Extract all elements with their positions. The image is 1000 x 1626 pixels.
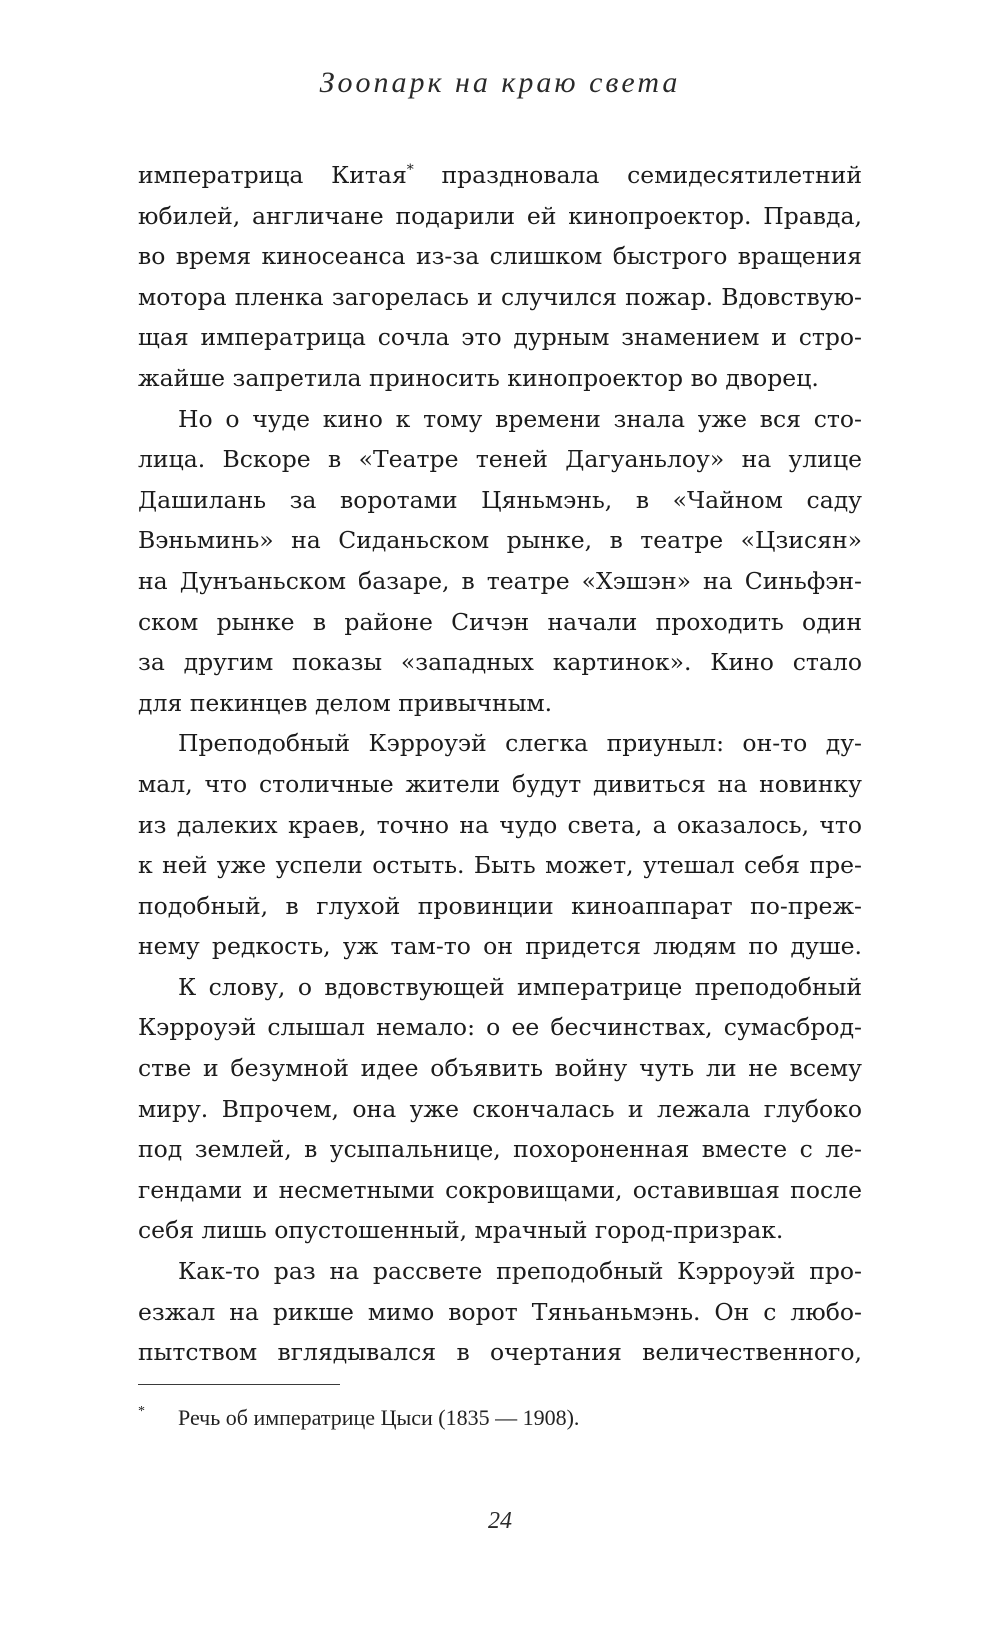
- running-head-title: Зоопарк на краю света: [319, 66, 681, 99]
- text-fragment: императрица Китая: [138, 161, 407, 189]
- page-number: 24: [488, 1508, 512, 1534]
- text-line: пытством вглядывался в очертания величественного,: [138, 1338, 862, 1367]
- text-line: стве и безумной идее объявить войну чуть ли не всему: [138, 1054, 862, 1083]
- text-line: мотора пленка загорелась и случился пожар. Вдовствую-: [138, 282, 862, 311]
- footnote-marker: *: [406, 162, 414, 179]
- text-line: ском рынке в районе Сичэн начали проходить один: [138, 607, 862, 636]
- text-line: из далеких краев, точно на чудо света, а оказалось, что: [138, 810, 862, 839]
- text-line: подобный, в глухой провинции киноаппарат по-преж-: [138, 891, 862, 920]
- footnote-text: Речь об императрице Цыси (1835 — 1908).: [178, 1405, 580, 1430]
- text-line: езжал на рикше мимо ворот Тяньаньмэнь. Он с любо-: [138, 1297, 862, 1326]
- footnote-divider: [138, 1384, 340, 1385]
- text-line: Вэньминь» на Сиданьском рынке, в театре «Цзисян»: [138, 526, 862, 555]
- text-line: Преподобный Кэрроуэй слегка приуныл: он-то ду-: [178, 729, 862, 758]
- footnote: [138, 1400, 862, 1436]
- text-line: юбилей, англичане подарили ей кинопроектор. Правда,: [138, 201, 862, 230]
- text-fragment: праздновала семидесятилетний: [413, 161, 862, 189]
- text-line: себя лишь опустошенный, мрачный город-призрак.: [138, 1216, 784, 1245]
- text-line: под землей, в усыпальнице, похороненная вместе с ле-: [138, 1135, 862, 1164]
- footnote-marker: *: [138, 1404, 145, 1419]
- text-line: Дашилань за воротами Цяньмэнь, в «Чайном саду: [138, 485, 862, 514]
- text-line: Кэрроуэй слышал немало: о ее бесчинствах, сумасброд-: [138, 1013, 862, 1042]
- text-line: к ней уже успели остыть. Быть может, утешал себя пре-: [138, 851, 862, 880]
- body-text: [138, 155, 862, 1373]
- text-line: [138, 155, 862, 196]
- text-line: лица. Вскоре в «Театре теней Дагуаньлоу» на улице: [138, 445, 862, 474]
- text-line: на Дунъаньском базаре, в театре «Хэшэн» на Синьфэн-: [138, 566, 862, 595]
- text-line: для пекинцев делом привычным.: [138, 688, 553, 717]
- text-line: нему редкость, уж там-то он придется людям по душе.: [138, 932, 862, 961]
- text-line: за другим показы «западных картинок». Кино стало: [138, 648, 862, 677]
- text-line: жайше запретила приносить кинопроектор во дворец.: [138, 363, 819, 392]
- text-line: гендами и несметными сокровищами, оставившая после: [138, 1175, 862, 1204]
- text-line: щая императрица сочла это дурным знамением и стро-: [138, 323, 862, 352]
- text-line: К слову, о вдовствующей императрице преподобный: [178, 972, 862, 1001]
- text-line: мал, что столичные жители будут дивиться на новинку: [138, 769, 862, 798]
- text-line: миру. Впрочем, она уже скончалась и лежала глубоко: [138, 1094, 862, 1123]
- text-line: Как-то раз на рассвете преподобный Кэрроуэй про-: [178, 1257, 862, 1286]
- text-line: Но о чуде кино к тому времени знала уже вся сто-: [178, 404, 862, 433]
- text-line: во время киносеанса из-за слишком быстрого вращения: [138, 242, 862, 271]
